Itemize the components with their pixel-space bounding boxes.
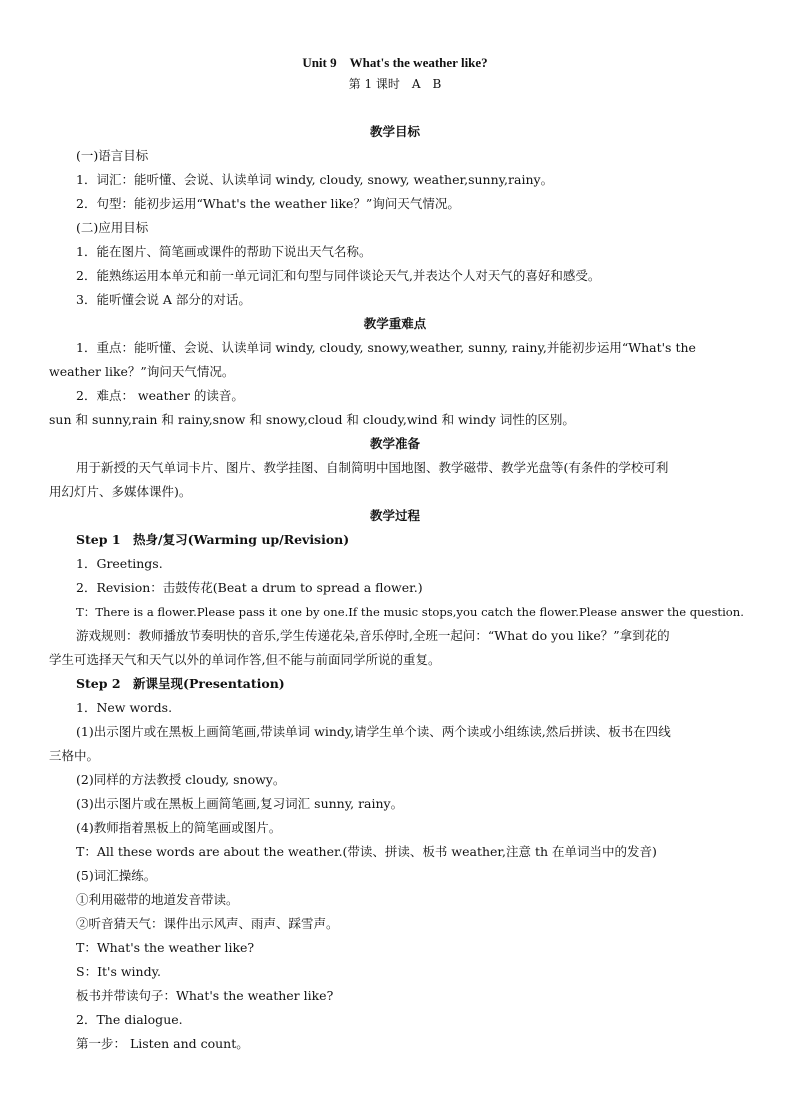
step1-line: T：There is a flower.Please pass it one by one.If the music stops,you catch the flower.Please answer the question.	[76, 605, 744, 619]
step2-line: T：What's the weather like?	[76, 940, 255, 955]
step2-paragraph-cont: 三格中。	[49, 748, 100, 763]
step2-line: (4)教师指着黑板上的简笔画或图片。	[76, 820, 282, 835]
step2-line: S：It's windy.	[76, 964, 161, 979]
step2-label: Step 2 新课呈现(Presentation)	[76, 676, 285, 691]
key-point-2: 2．难点： weather 的读音。	[76, 388, 244, 403]
step1-line: 1．Greetings.	[76, 556, 163, 571]
process-heading: 教学过程	[369, 508, 420, 523]
step2-line: 板书并带读句子：What's the weather like?	[76, 988, 334, 1003]
prep-line: 用于新授的天气单词卡片、图片、教学挂图、自制简明中国地图、教学磁带、教学光盘等(有条件的学校可利	[76, 460, 669, 475]
step2-paragraph: (1)出示图片或在黑板上画简笔画,带读单词 windy,请学生单个读、两个读或小组练读,然后拼读、板书在四线	[76, 724, 671, 739]
step1-label: Step 1 热身/复习(Warming up/Revision)	[76, 532, 350, 547]
document-title: Unit 9 What's the weather like?	[302, 55, 488, 70]
lesson-subtitle: 第 1 课时 A B	[348, 77, 442, 91]
goal-line: 1．能在图片、简笔画或课件的帮助下说出天气名称。	[76, 244, 372, 259]
goal-line: (一)语言目标	[76, 148, 149, 163]
step2-line: ①利用磁带的地道发音带读。	[76, 892, 239, 907]
step1-line: 2．Revision：击鼓传花(Beat a drum to spread a flower.)	[76, 580, 423, 595]
goal-line: 3．能听懂会说 A 部分的对话。	[76, 292, 251, 307]
prep-line-cont: 用幻灯片、多媒体课件)。	[49, 484, 192, 499]
step2-line: 2．The dialogue.	[76, 1012, 183, 1027]
step2-line: 第一步： Listen and count。	[76, 1036, 249, 1051]
goal-line: 2．能熟练运用本单元和前一单元词汇和句型与同伴谈论天气,并表达个人对天气的喜好和感受。	[76, 268, 601, 283]
step2-item: 1．New words.	[76, 700, 173, 715]
step2-line: (2)同样的方法教授 cloudy, snowy。	[76, 772, 286, 787]
goal-line: (二)应用目标	[76, 220, 149, 235]
key-heading: 教学重难点	[363, 316, 427, 331]
step2-line: (3)出示图片或在黑板上画简笔画,复习词汇 sunny, rainy。	[76, 796, 404, 811]
step2-line: (5)词汇操练。	[76, 868, 157, 883]
prep-heading: 教学准备	[369, 436, 420, 451]
goal-line: 1．词汇：能听懂、会说、认读单词 windy, cloudy, snowy, weather,sunny,rainy。	[76, 172, 554, 187]
key-point-3: sun 和 sunny,rain 和 rainy,snow 和 snowy,cloud 和 cloudy,wind 和 windy 词性的区别。	[49, 412, 575, 427]
key-point-1: 1．重点：能听懂、会说、认读单词 windy, cloudy, snowy,weather, sunny, rainy,并能初步运用“What's the	[76, 340, 696, 355]
key-point-1-cont: weather like？”询问天气情况。	[49, 364, 235, 379]
game-rule: 游戏规则：教师播放节奏明快的音乐,学生传递花朵,音乐停时,全班一起问：“What do you like？”拿到花的	[76, 628, 670, 643]
goals-heading: 教学目标	[369, 124, 420, 139]
game-rule-cont: 学生可选择天气和天气以外的单词作答,但不能与前面同学所说的重复。	[49, 652, 441, 667]
step2-line: ②听音猜天气：课件出示风声、雨声、踩雪声。	[76, 916, 339, 931]
step2-line: T：All these words are about the weather.(带读、拼读、板书 weather,注意 th 在单词当中的发音)	[76, 844, 657, 859]
goal-line: 2．句型：能初步运用“What's the weather like？”询问天气情况。	[76, 196, 460, 211]
